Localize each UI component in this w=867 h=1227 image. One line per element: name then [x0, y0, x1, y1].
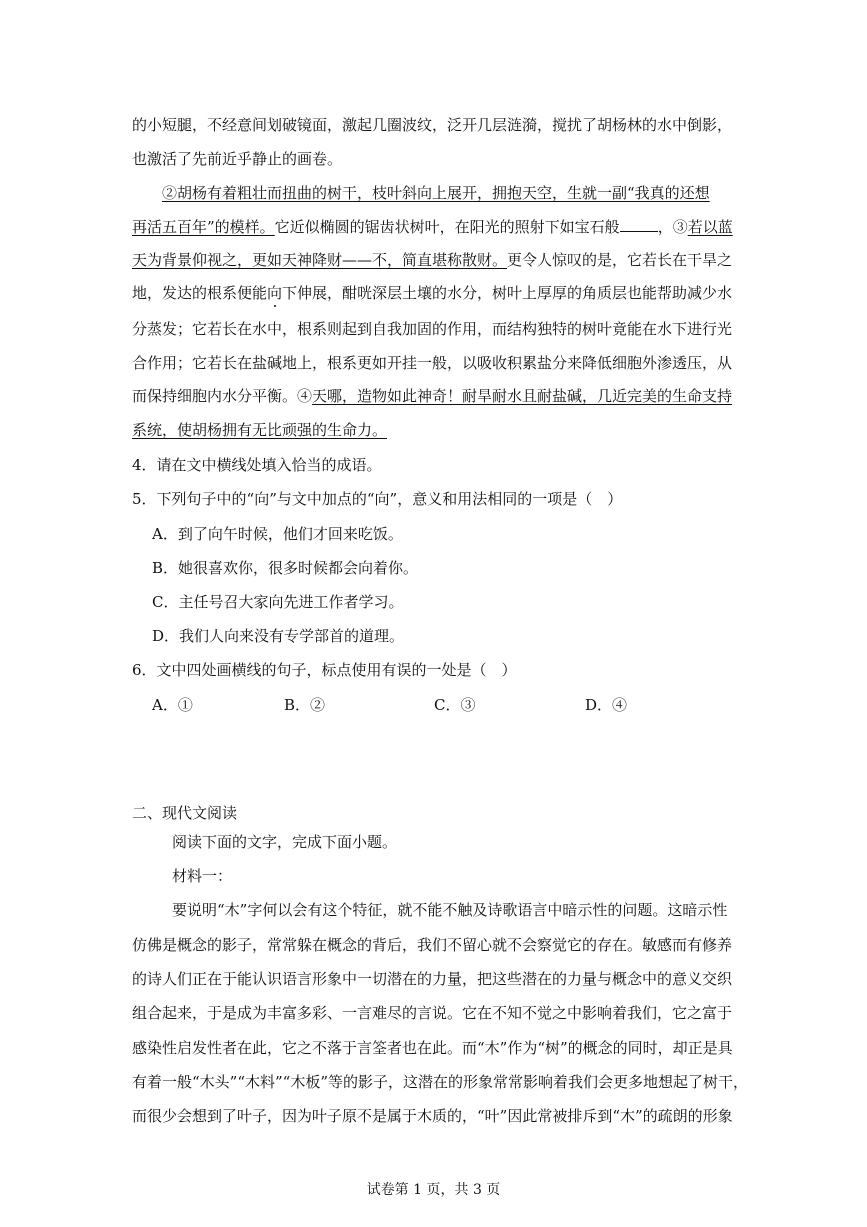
passage-line-5	[132, 250, 732, 270]
underlined-sentence-3-end: 天为背景仰视之，更如天神降财——不，简直堪称散财。	[132, 251, 508, 269]
question-5-option-d: D．我们人向来没有专学部首的道理。	[152, 627, 405, 645]
question-5-option-c: C．主任号召大家向先进工作者学习。	[152, 593, 404, 611]
material-paragraph-line-1: 要说明“木”字何以会有这个特征，就不能不触及诗歌语言中暗示性的问题。这暗示性	[172, 901, 728, 919]
page-footer: 试卷第 1 页，共 3 页	[366, 1182, 501, 1198]
question-5: 5．下列句子中的“向”与文中加点的“向”，意义和用法相同的一项是（ ）	[132, 490, 623, 508]
material-paragraph-line-7: 而很少会想到了叶子，因为叶子原不是属于木质的，“叶”因此常被排斥到“木”的疏朗的形象	[132, 1107, 733, 1125]
question-4: 4．请在文中横线处填入恰当的成语。	[132, 456, 382, 474]
passage-line-2: 也激活了先前近乎静止的画卷。	[132, 150, 343, 168]
question-6-option-b: B．②	[284, 696, 326, 714]
material-label: 材料一：	[172, 867, 233, 885]
sentence-3-marker: ，③	[657, 218, 688, 236]
material-paragraph-line-5: 感染性启发性者在此，它之不落于言筌者也在此。而“木”作为“树”的概念的同时，却正是具	[132, 1039, 733, 1057]
question-6-option-c: C．③	[434, 696, 476, 714]
question-5-option-a: A．到了向午时候，他们才回来吃饭。	[152, 525, 403, 543]
passage-line-10	[132, 420, 387, 440]
material-paragraph-line-4: 组合起来，于是成为丰富多彩、一言难尽的言说。它在不知不觉之中影响着我们，它之富于	[132, 1004, 733, 1022]
passage-text: 下伸展，酣咣深层土壤的水分，树叶上厚厚的角质层也能帮助减少水	[282, 284, 733, 302]
material-paragraph-line-2: 仿佛是概念的影子，常常躲在概念的背后，我们不留心就不会察觉它的存在。敏感而有修养	[132, 936, 733, 954]
question-5-option-b: B．她很喜欢你，很多时候都会向着你。	[152, 559, 419, 577]
passage-text: 而保持细胞内水分平衡。④	[132, 387, 313, 405]
question-6: 6．文中四处画横线的句子，标点使用有误的一处是（ ）	[132, 661, 517, 679]
section-heading: 二、现代文阅读	[132, 804, 238, 822]
material-paragraph-line-6: 有着一般“木头”“木料”“木板”等的影子，这潜在的形象常常影响着我们会更多地想起了树干，	[132, 1073, 749, 1091]
underlined-sentence-2-end: 再活五百年”的模样。	[132, 218, 275, 236]
passage-line-6	[132, 283, 732, 303]
passage-line-9	[132, 386, 732, 406]
passage-line-3	[162, 183, 710, 203]
section-instruction: 阅读下面的文字，完成下面小题。	[172, 833, 398, 851]
question-6-option-d: D．④	[585, 696, 628, 714]
dotted-character: 向	[267, 284, 283, 302]
underlined-sentence-2: ②胡杨有着粗壮而扭曲的树干，枝叶斜向上展开，拥抱天空，生就一副“我真的还想	[162, 184, 710, 202]
question-6-option-a: A．①	[152, 696, 193, 714]
passage-text: 它近似椭圆的锯齿状树叶，在阳光的照射下如宝石般	[274, 218, 620, 236]
passage-line-1: 的小短腿，不经意间划破镜面，激起几圈波纹，泛开几层涟漪，搅扰了胡杨林的水中倒影，	[132, 116, 733, 134]
underlined-sentence-4: 天哪，造物如此神奇！耐旱耐水且耐盐碱，几近完美的生命支持	[312, 387, 733, 405]
underlined-sentence-4-end: 系统，使胡杨拥有无比顽强的生命力。	[132, 421, 388, 439]
material-paragraph-line-3: 的诗人们正在于能认识语言形象中一切潜在的力量，把这些潜在的力量与概念中的意义交织	[132, 970, 733, 988]
underlined-sentence-3: 若以蓝	[687, 218, 733, 236]
passage-line-8: 合作用；它若长在盐碱地上，根系更如开挂一般，以吸收积累盐分来降低细胞外渗透压，从	[132, 354, 733, 372]
passage-text: 地，发达的根系便能	[132, 284, 268, 302]
passage-line-7: 分蒸发；它若长在水中，根系则起到自我加固的作用，而结构独特的树叶竟能在水下进行光	[132, 320, 733, 338]
passage-line-4	[132, 216, 733, 237]
idiom-blank	[620, 216, 658, 232]
passage-text: 更令人惊叹的是，它若长在干旱之	[507, 251, 733, 269]
